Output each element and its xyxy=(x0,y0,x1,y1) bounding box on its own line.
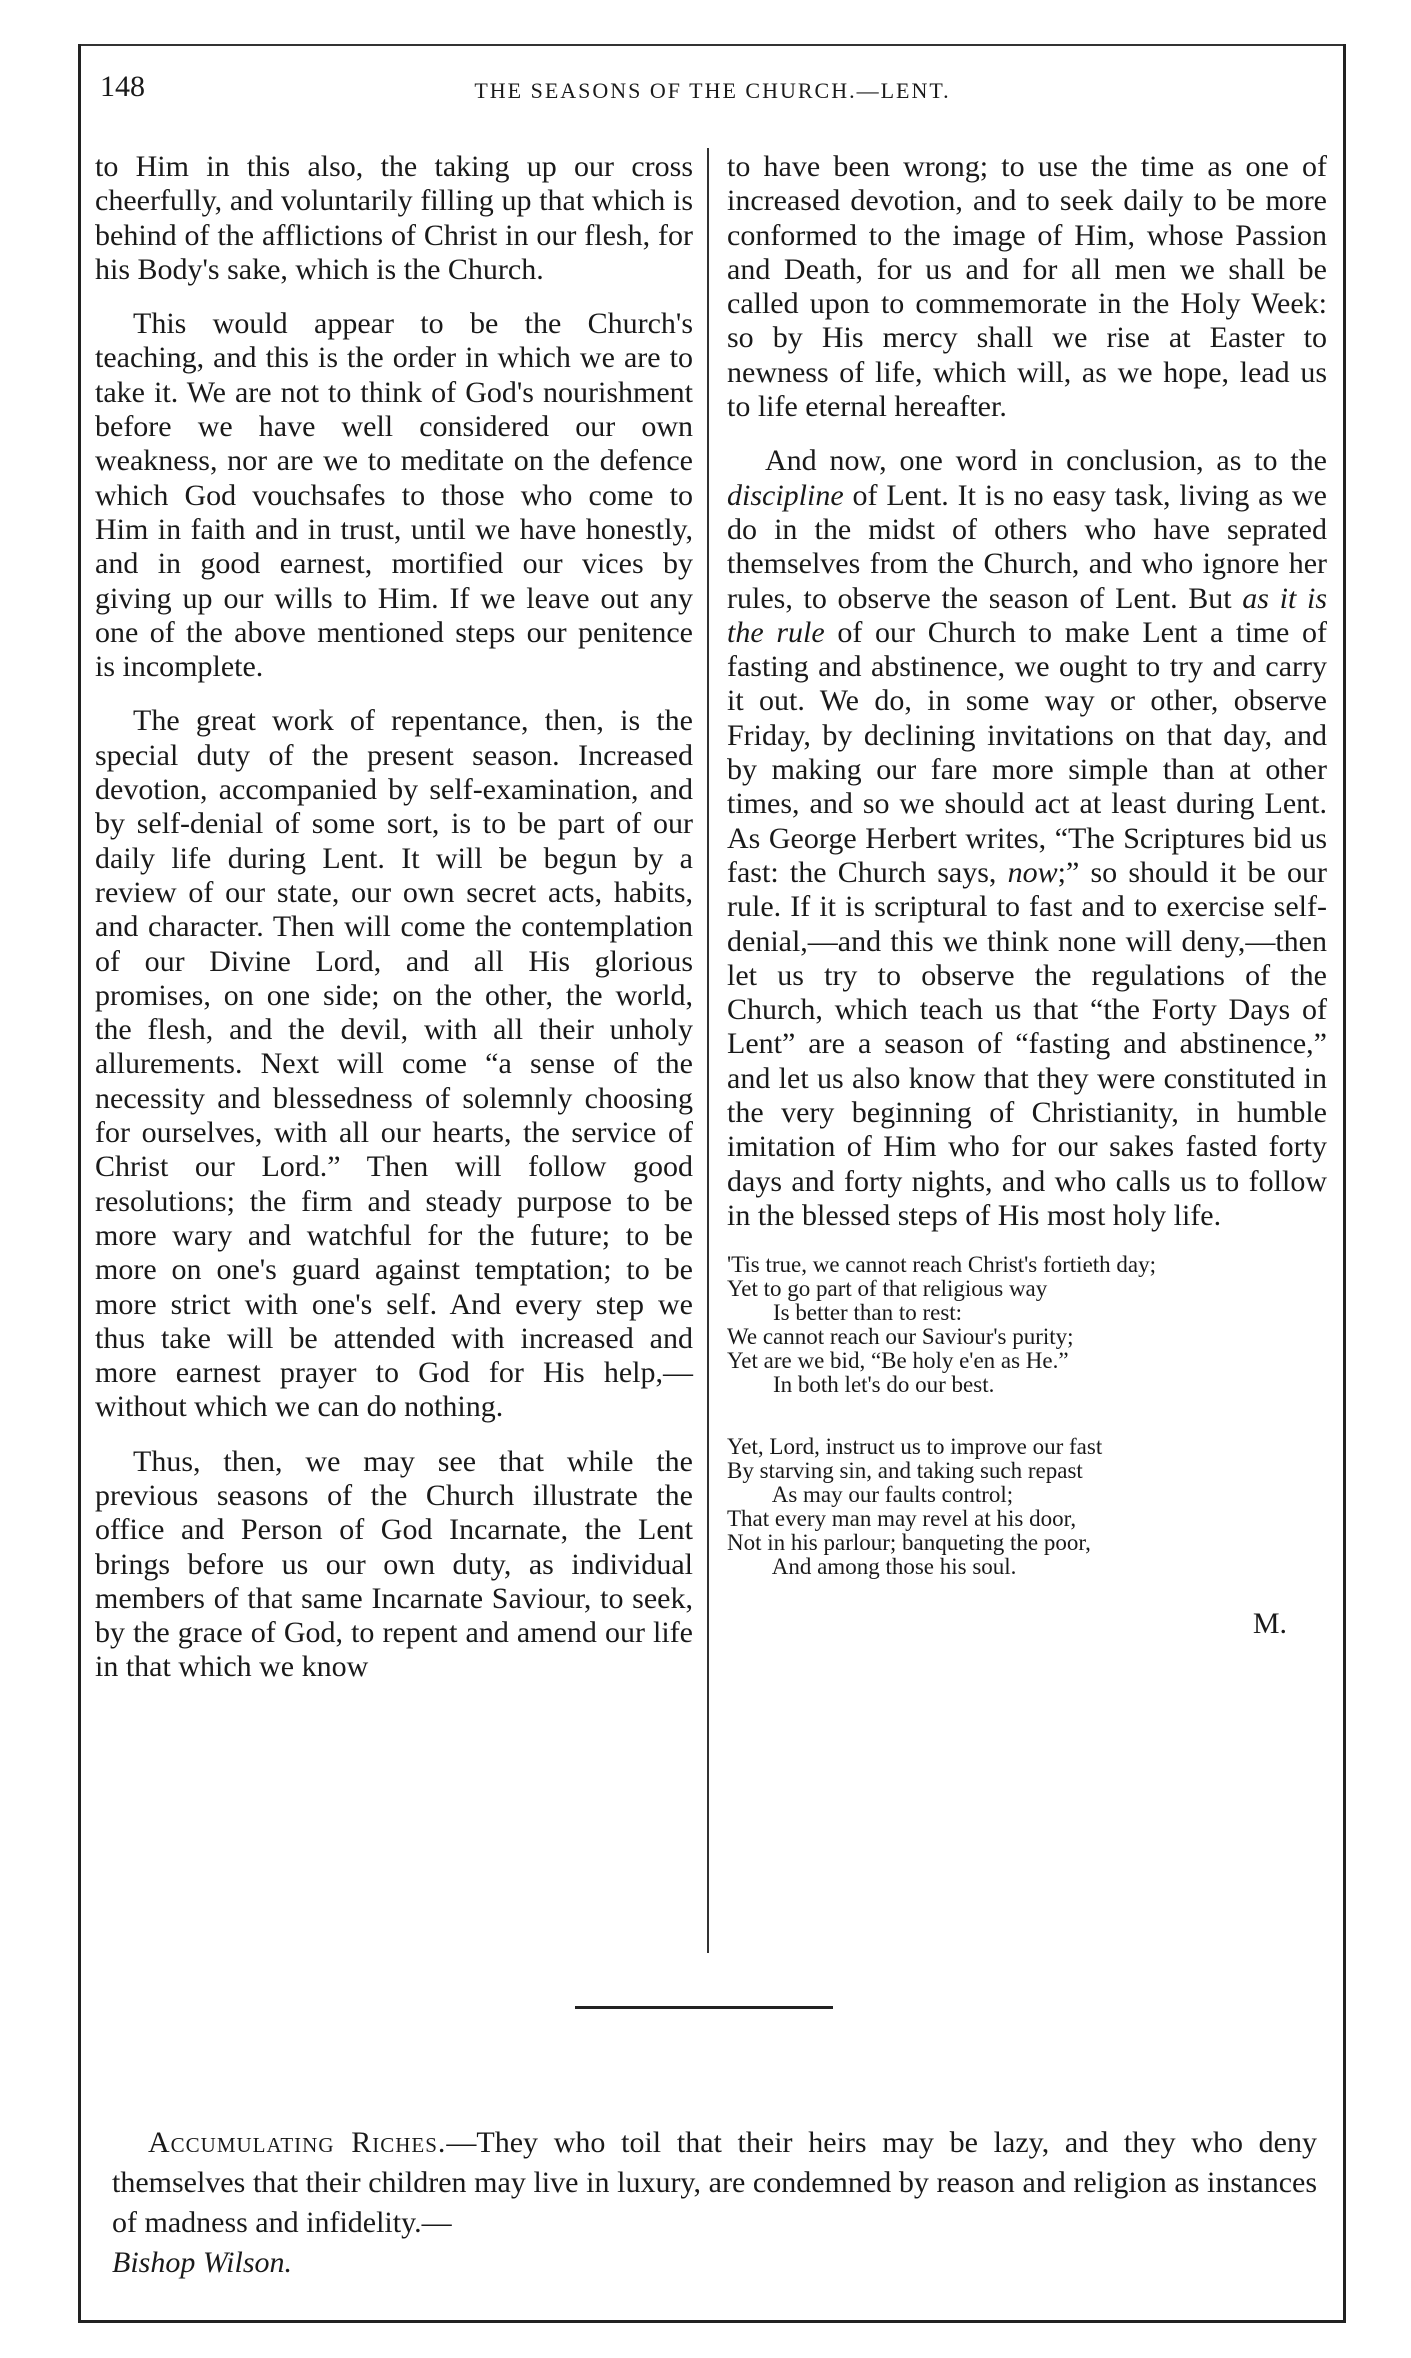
anecdote xyxy=(112,2123,1317,2283)
poem-line: In both let's do our best. xyxy=(727,1372,995,1398)
text-run: ;” so should it be our rule. If it is scriptural to fast and to exercise self-denial,—and this we think none will deny,—then let us try to observe the regulations of the Church, which teach us that “the Forty Days of Lent” are a season of “fasting and abstinence,” and let us also know that they were constituted in the very beginning of Christianity, in humble imitation of Him who for our sakes fasted forty days and forty nights, and who calls us to follow in the blessed steps of His most holy life. xyxy=(727,855,1328,1232)
poem-line: We cannot reach our Saviour's purity; xyxy=(727,1324,1074,1350)
poem-line: Yet are we bid, “Be holy e'en as He.” xyxy=(727,1348,1069,1374)
poem-line: Is better than to rest: xyxy=(727,1300,963,1326)
text-run: of Lent. It is no easy task, living as we do in the midst of others who have seprated themselves from the Church, and who ignore her rules, to observe the season of Lent. But xyxy=(727,478,1327,615)
poem-line: By starving sin, and taking such repast xyxy=(727,1458,1083,1484)
text-run: of our Church to make Lent a time of fasting and abstinence, we ought to try and carry it out. We do, in some way or other, observe Friday, by declining invitations on that day, and by making our fare more simple than at other times, and so we should act at least during Lent. As George Herbert writes, “The Scriptures bid us fast: the Church says, xyxy=(727,615,1328,889)
section-rule xyxy=(575,2006,833,2009)
right-column xyxy=(727,150,1327,1642)
anecdote-heading: Accumulating Riches. xyxy=(148,2126,447,2159)
poem-line: Yet, Lord, instruct us to improve our fast xyxy=(727,1434,1103,1460)
paragraph: The great work of repentance, then, is the special duty of the present season. Increased devotion, accompanied by self-examination, and by self-denial of some sort, is to be part of our daily life during Lent. It will be begun by a review of our state, our own secret acts, habits, and character. Then will come the contemplation of our Divine Lord, and all His glorious promises, on one side; on the other, the world, the flesh, and the devil, with all their unholy allurements. Next will come “a sense of the necessity and blessedness of solemnly choosing for ourselves, with all our hearts, the service of Christ our Lord.” Then will follow good resolutions; the firm and steady purpose to be more wary and watchful for the future; to be more on one's guard against temptation; to be more strict with one's self. And every step we thus take will be attended with increased and more earnest prayer to God for His help,—without which we can do nothing. xyxy=(95,704,693,1424)
left-column xyxy=(95,150,693,1705)
emphasis: discipline xyxy=(727,478,844,512)
poem xyxy=(727,1253,1327,1579)
running-title: THE SEASONS OF THE CHURCH.—LENT. xyxy=(474,78,951,103)
paragraph: to have been wrong; to use the time as one of increased devotion, and to seek daily to be more conformed to the image of Him, whose Passion and Death, for us and for all men we shall be called upon to commemorate in the Holy Week: so by His mercy shall we rise at Easter to newness of life, which will, as we hope, lead us to life eternal hereafter. xyxy=(727,150,1327,424)
poem-line: Yet to go part of that religious way xyxy=(727,1276,1048,1302)
emphasis: now xyxy=(1007,855,1058,889)
author-signature: M. xyxy=(1252,1607,1287,1641)
emphasis: as it is the rule xyxy=(727,581,1328,649)
page-number: 148 xyxy=(100,70,145,103)
poem-line: As may our faults control; xyxy=(727,1482,1014,1508)
page-header xyxy=(95,70,1330,120)
poem-line: And among those his soul. xyxy=(727,1554,1017,1580)
paragraph: Thus, then, we may see that while the previous seasons of the Church illustrate the office and Person of God Incarnate, the Lent brings before us our own duty, as individual members of that same Incarnate Saviour, to seek, by the grace of God, to repent and amend our life in that which we know xyxy=(95,1444,693,1684)
poem-stanza xyxy=(727,1435,1327,1579)
poem-line: That every man may revel at his door, xyxy=(727,1506,1077,1532)
anecdote-attribution: Bishop Wilson. xyxy=(112,2246,293,2279)
text-run: And now, one word in conclusion, as to the xyxy=(765,444,1327,478)
paragraph xyxy=(727,444,1327,1233)
poem-line: 'Tis true, we cannot reach Christ's fortieth day; xyxy=(727,1252,1157,1278)
column-divider xyxy=(707,148,709,1953)
paragraph: This would appear to be the Church's teaching, and this is the order in which we are to take it. We are not to think of God's nourishment before we have well considered our own weakness, nor are we to meditate on the defence which God vouchsafes to those who come to Him in faith and in trust, until we have honestly, and in good earnest, mortified our vices by giving up our wills to Him. If we leave out any one of the above mentioned steps our penitence is incomplete. xyxy=(95,307,693,684)
paragraph: to Him in this also, the taking up our cross cheerfully, and voluntarily filling up that which is behind of the afflictions of Christ in our flesh, for his Body's sake, which is the Church. xyxy=(95,150,693,286)
poem-stanza xyxy=(727,1253,1327,1397)
anecdote-text: —They who toil that their heirs may be lazy, and they who deny themselves that their children may live in luxury, are condemned by reason and religion as instances of madness and infidelity.— xyxy=(112,2126,1317,2239)
poem-line: Not in his parlour; banqueting the poor, xyxy=(727,1530,1091,1556)
